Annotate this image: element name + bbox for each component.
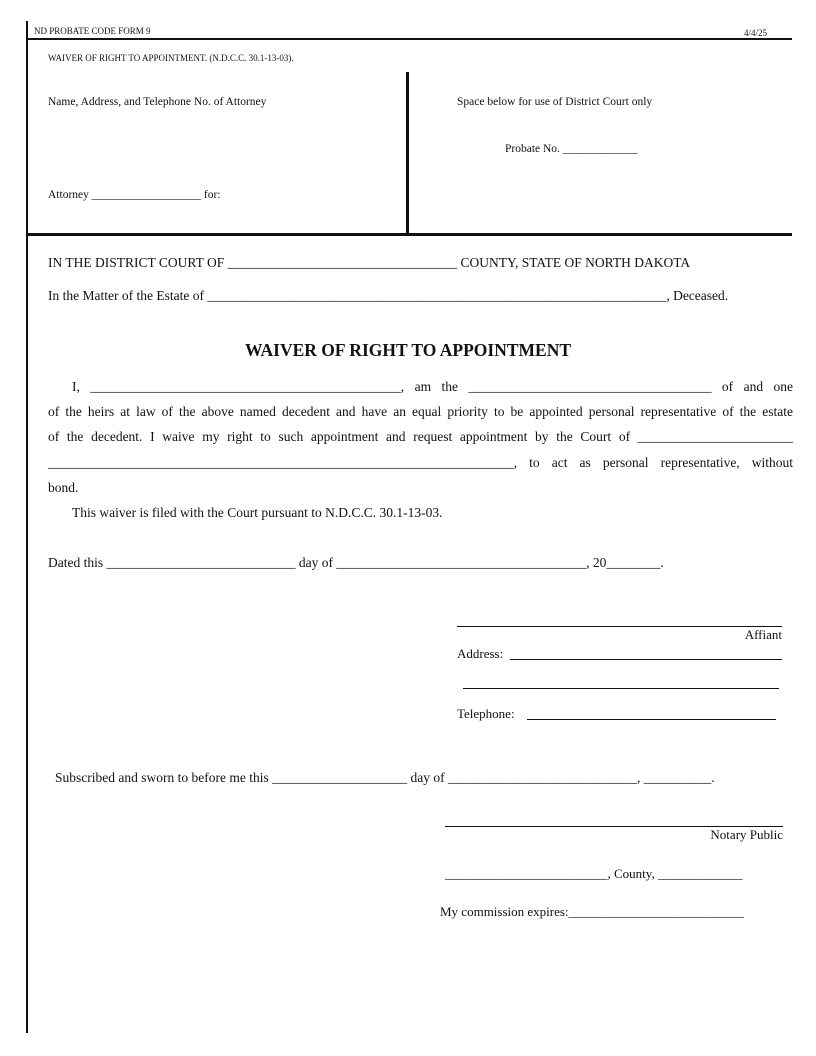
attorney-name-label: Name, Address, and Telephone No. of Attorney <box>48 96 267 108</box>
address-line[interactable] <box>510 659 782 660</box>
address-line-2[interactable] <box>463 688 779 689</box>
left-margin-rule <box>26 21 28 1033</box>
affiant-label: Affiant <box>744 627 782 642</box>
body-line-3[interactable]: of the decedent. I waive my right to such appointment and request appointment by the Court of _______________________ <box>48 429 793 444</box>
document-title: WAIVER OF RIGHT TO APPOINTMENT <box>244 340 572 360</box>
court-use-label: Space below for use of District Court only <box>457 96 653 108</box>
form-subtitle: WAIVER OF RIGHT TO APPOINTMENT. (N.D.C.C. 30.1-13-03). <box>48 53 294 63</box>
body-line-5: bond. <box>48 480 79 495</box>
dated-line[interactable]: Dated this ____________________________ day of _____________________________________, 20________. <box>48 555 664 570</box>
estate-line[interactable]: In the Matter of the Estate of ____________________________________________________________________, Deceased. <box>48 288 729 303</box>
county-line[interactable]: _________________________, County, _____________ <box>445 866 743 881</box>
probate-number[interactable]: Probate No. _____________ <box>505 143 638 155</box>
box-divider <box>406 72 409 234</box>
subscribed-line[interactable]: Subscribed and sworn to before me this ____________________ day of ____________________________, __________. <box>55 770 715 785</box>
body-line-2: of the heirs at law of the above named decedent and have an equal priority to be appointed personal representative of the estate <box>48 404 793 419</box>
caption-rule <box>26 233 792 236</box>
attorney-line[interactable]: Attorney ___________________ for: <box>48 189 221 201</box>
notary-label: Notary Public <box>710 827 783 842</box>
body-line-1[interactable]: I, ______________________________________________, am the ____________________________________ of and one <box>72 379 793 394</box>
telephone-label: Telephone: <box>457 706 515 721</box>
form-id: ND PROBATE CODE FORM 9 <box>34 26 151 36</box>
commission-line[interactable]: My commission expires:___________________________ <box>440 904 745 919</box>
address-label: Address: <box>457 646 504 661</box>
court-line[interactable]: IN THE DISTRICT COURT OF __________________________________ COUNTY, STATE OF NORTH DAKOTA <box>48 255 691 270</box>
filing-statement: This waiver is filed with the Court pursuant to N.D.C.C. 30.1-13-03. <box>72 505 443 520</box>
telephone-line[interactable] <box>527 719 776 720</box>
revision-date: 4/4/25 <box>744 28 768 38</box>
header-rule <box>26 38 792 40</box>
body-line-4[interactable]: _____________________________________________________________________, to act as personal representative, without <box>48 455 793 470</box>
